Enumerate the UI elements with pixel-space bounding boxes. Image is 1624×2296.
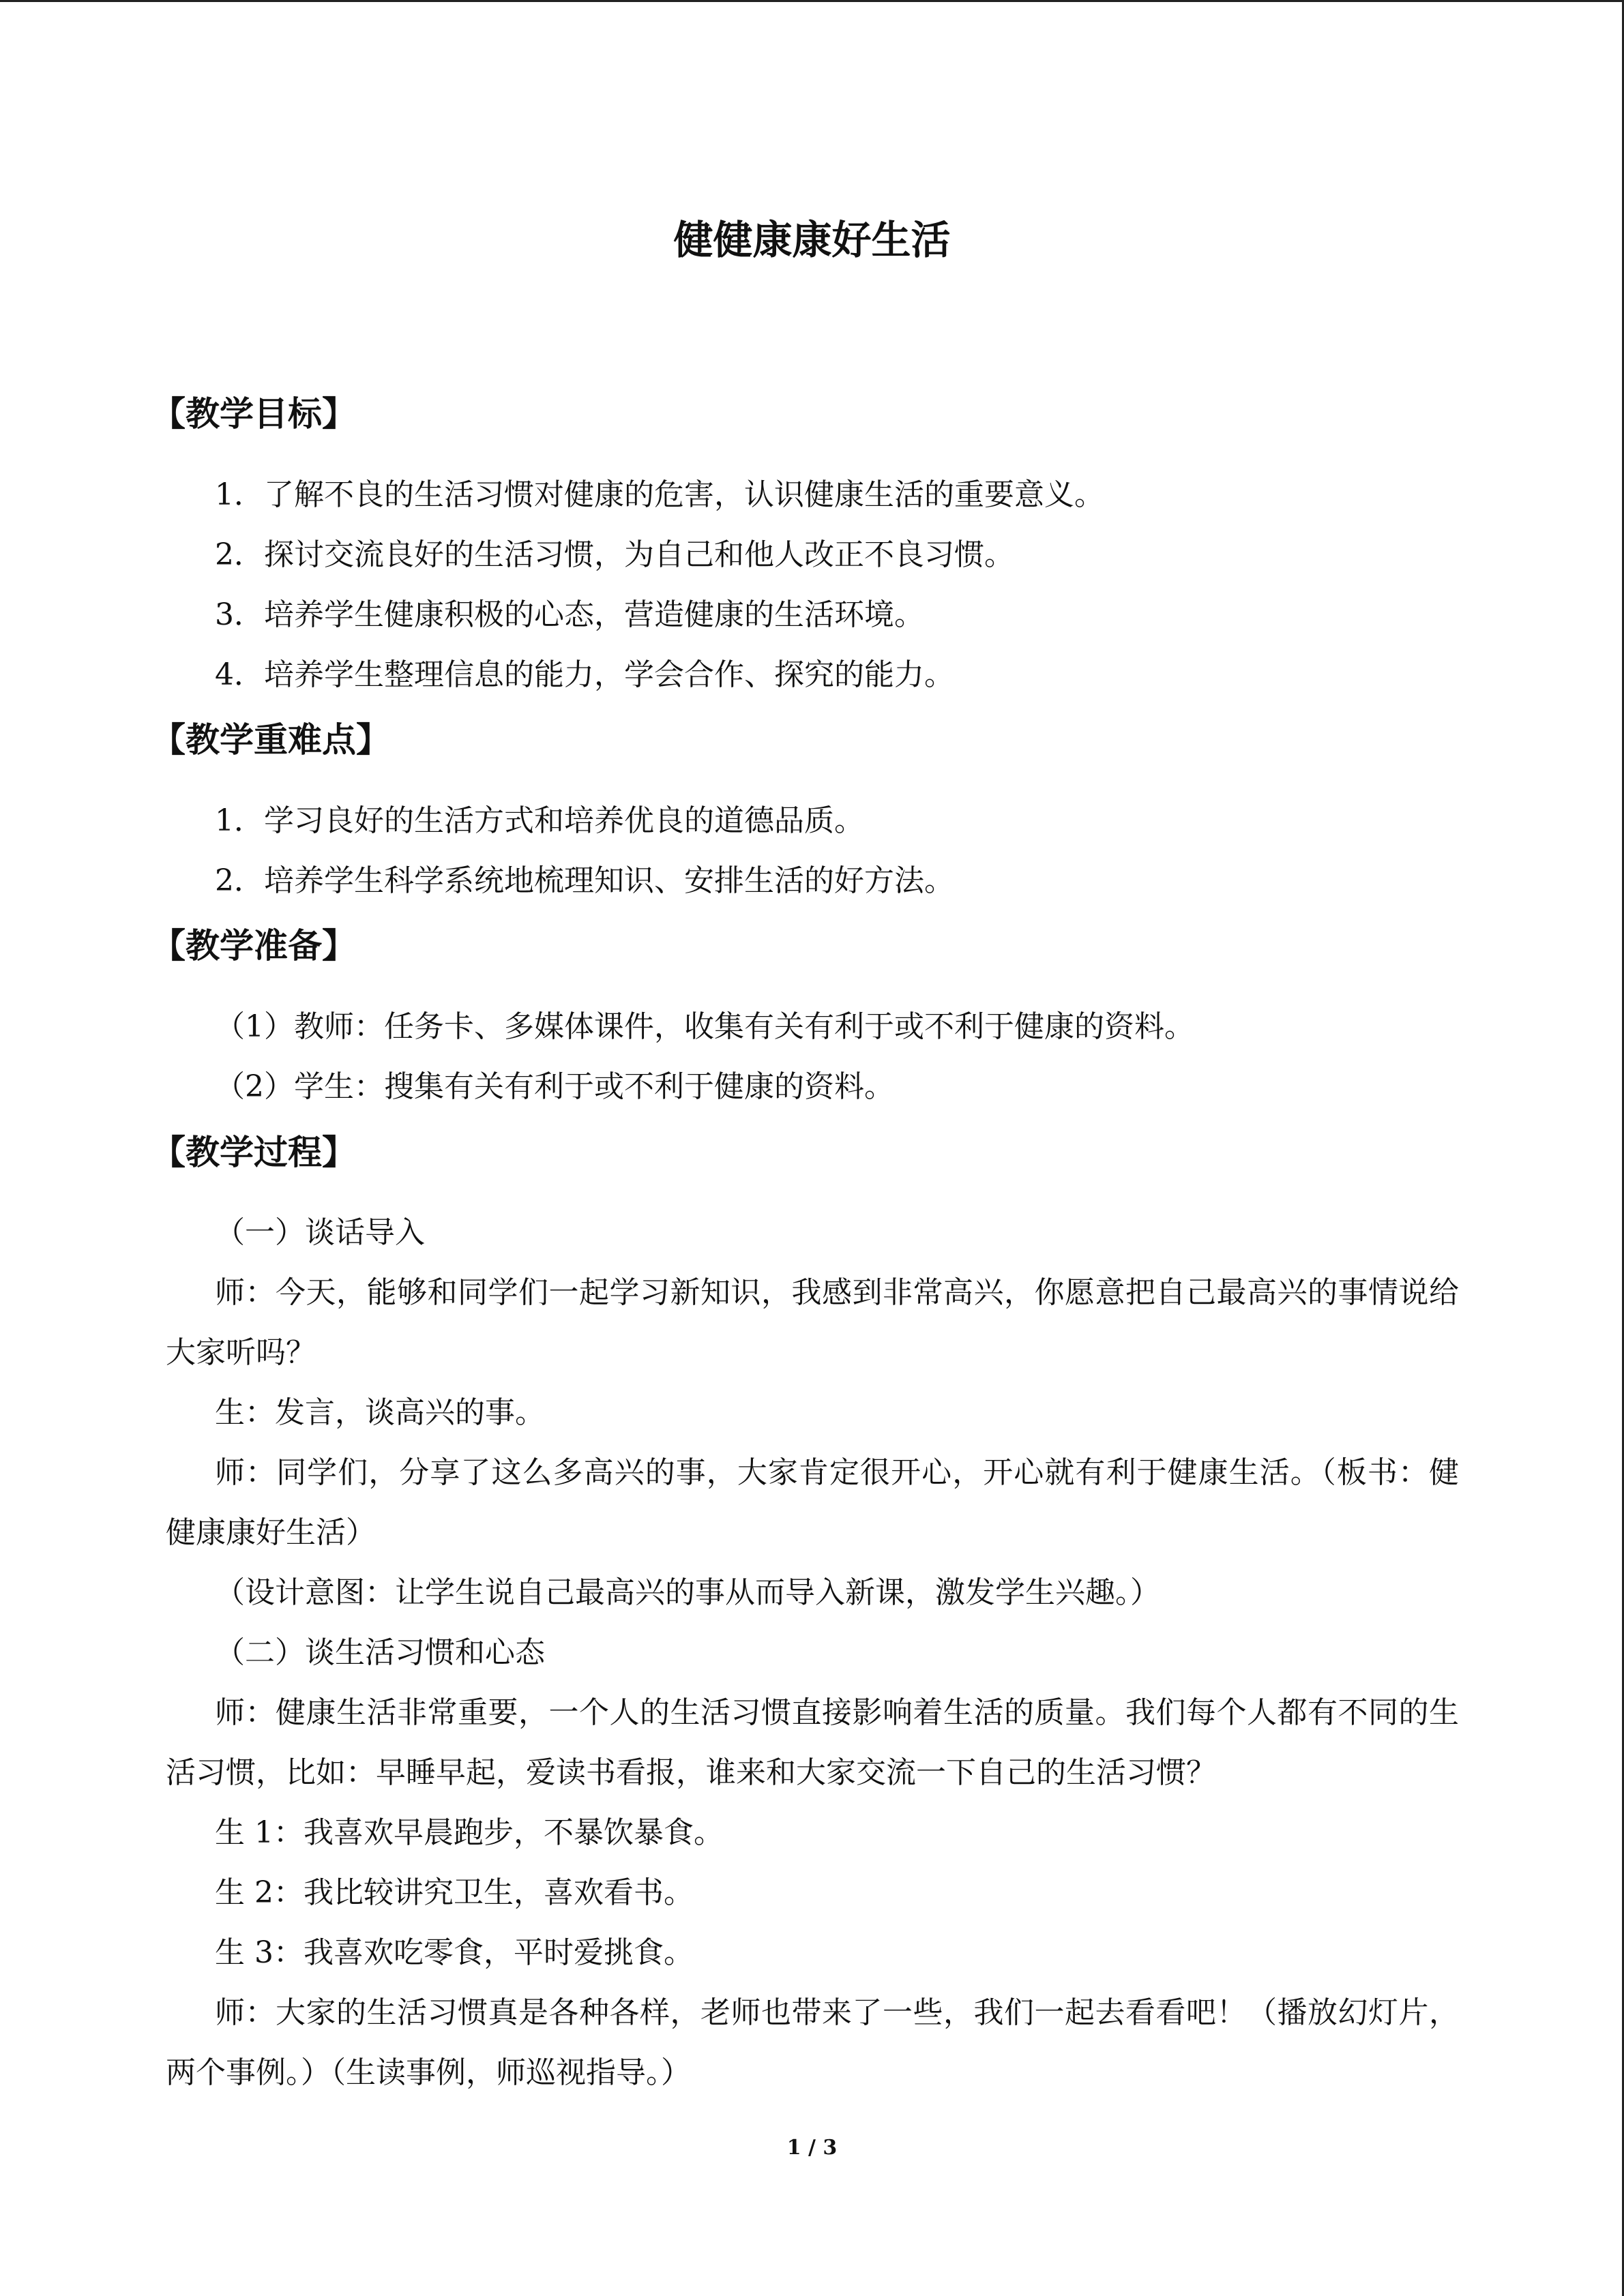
process-subheading: （一）谈话导入 — [215, 1215, 425, 1250]
key-point-item: 1．学习良好的生活方式和培养优良的道德品质。 — [215, 803, 864, 838]
section-heading-objectives: 【教学目标】 — [151, 394, 356, 434]
process-paragraph: 生：发言，谈高兴的事。 — [215, 1395, 545, 1430]
process-subheading: （二）谈生活习惯和心态 — [215, 1635, 545, 1670]
process-paragraph: 生 3：我喜欢吃零食，平时爱挑食。 — [215, 1935, 694, 1970]
document-title: 健健康康好生活 — [673, 217, 951, 263]
process-paragraph: 师：今天，能够和同学们一起学习新知识，我感到非常高兴，你愿意把自己最高兴的事情说给大家听吗？ — [166, 1275, 1459, 1370]
process-paragraph: 生 2：我比较讲究卫生，喜欢看书。 — [215, 1875, 694, 1910]
section-heading-key-points: 【教学重难点】 — [151, 720, 390, 760]
preparation-item: （2）学生：搜集有关有利于或不利于健康的资料。 — [215, 1069, 894, 1104]
preparation-item: （1）教师：任务卡、多媒体课件，收集有关有利于或不利于健康的资料。 — [215, 1009, 1194, 1044]
objective-item: 3．培养学生健康积极的心态，营造健康的生活环境。 — [215, 597, 924, 632]
section-heading-preparation: 【教学准备】 — [151, 926, 356, 966]
process-paragraph: 师：同学们，分享了这么多高兴的事，大家肯定很开心，开心就有利于健康生活。（板书：健健康康好生活） — [166, 1455, 1459, 1550]
process-paragraph: 师：健康生活非常重要，一个人的生活习惯直接影响着生活的质量。我们每个人都有不同的生活习惯，比如：早睡早起，爱读书看报，谁来和大家交流一下自己的生活习惯？ — [166, 1695, 1459, 1790]
page-number: 1 / 3 — [786, 2136, 838, 2160]
design-intent-note: （设计意图：让学生说自己最高兴的事从而导入新课，激发学生兴趣。） — [215, 1575, 1160, 1610]
section-heading-process: 【教学过程】 — [151, 1133, 356, 1172]
objective-item: 2．探讨交流良好的生活习惯，为自己和他人改正不良习惯。 — [215, 537, 1014, 572]
key-point-item: 2．培养学生科学系统地梳理知识、安排生活的好方法。 — [215, 863, 954, 898]
objective-item: 1．了解不良的生活习惯对健康的危害，认识健康生活的重要意义。 — [215, 477, 1104, 512]
page-border-top — [0, 0, 1624, 2]
process-paragraph: 生 1：我喜欢早晨跑步，不暴饮暴食。 — [215, 1815, 724, 1850]
objective-item: 4．培养学生整理信息的能力，学会合作、探究的能力。 — [215, 657, 954, 692]
process-paragraph: 师：大家的生活习惯真是各种各样，老师也带来了一些，我们一起去看看吧！（播放幻灯片，两个事例。）（生读事例，师巡视指导。） — [166, 1995, 1459, 2090]
